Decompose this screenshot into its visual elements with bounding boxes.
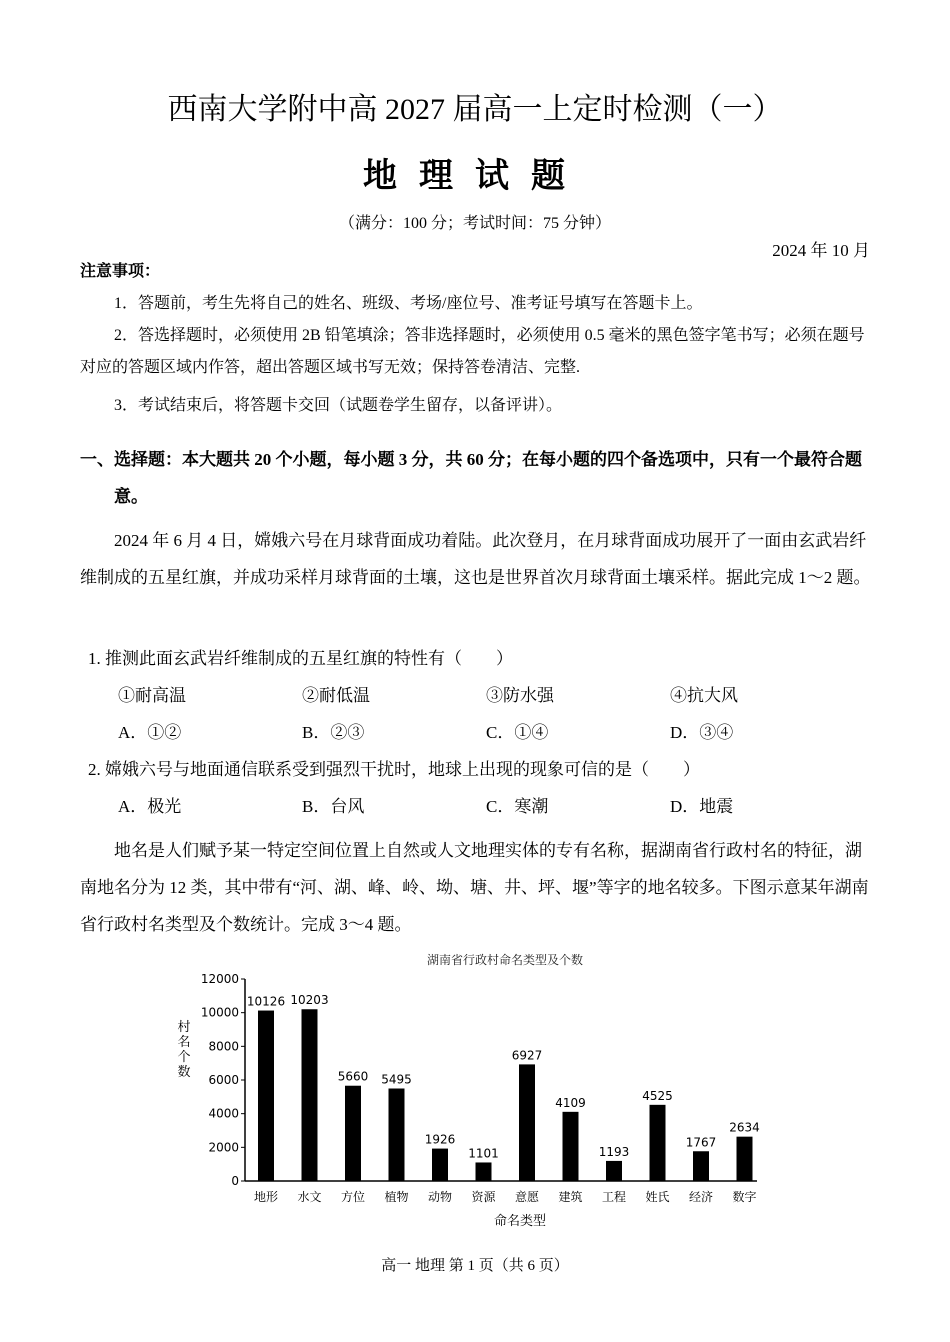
- y-tick-label: 4000: [208, 1106, 239, 1121]
- data-label: 4525: [642, 1088, 673, 1103]
- x-tick-label: 方位: [340, 1190, 366, 1204]
- bar-姓氏: [650, 1105, 666, 1181]
- data-label: 2634: [729, 1120, 760, 1135]
- x-tick-label: 经济: [688, 1190, 714, 1204]
- option-a: A．①②: [118, 723, 182, 742]
- y-tick-label: 2000: [208, 1140, 239, 1155]
- bar-资源: [476, 1162, 492, 1181]
- item: ④抗大风: [670, 686, 738, 705]
- bar-植物: [389, 1089, 405, 1181]
- x-tick-label: 地形: [253, 1190, 279, 1204]
- option-b: B．②③: [302, 723, 365, 742]
- data-label: 10126: [246, 994, 286, 1009]
- option-a: A．极光: [118, 797, 182, 816]
- data-label: 5495: [381, 1072, 412, 1087]
- option-b: B．台风: [302, 797, 365, 816]
- exam-subject: 地理试题: [363, 158, 587, 195]
- passage-1: 2024 年 6 月 4 日，嫦娥六号在月球背面成功着陆。此次登月，在月球背面成功展开了一面由玄武岩纤维制成的五星红旗，并成功采样月球背面的土壤，这也是世界首次月球背面土壤采样。据此完成 1～2 题。: [80, 531, 871, 587]
- chart-title: 湖南省行政村命名类型及个数: [426, 953, 584, 967]
- y-tick-label: 0: [231, 1174, 239, 1188]
- data-label: 1193: [598, 1144, 630, 1159]
- data-label: 10203: [290, 993, 329, 1008]
- bar-建筑: [563, 1112, 579, 1181]
- item: ③防水强: [486, 686, 554, 705]
- bar-动物: [432, 1149, 448, 1181]
- bar-工程: [606, 1161, 622, 1181]
- option-d: D．③④: [670, 723, 734, 742]
- data-label: 1767: [685, 1135, 717, 1150]
- x-tick-label: 意愿: [514, 1190, 540, 1204]
- notice-heading: 注意事项：: [80, 263, 161, 280]
- item: ①耐高温: [118, 686, 186, 705]
- notice-item: 2．答选择题时，必须使用 2B 铅笔填涂；答非选择题时，必须使用 0.5 毫米的黑色签字笔书写；必须在题号对应的答题区域内作答，超出答题区域书写无效；保持答卷清洁、完整.: [80, 327, 865, 376]
- data-label: 1101: [468, 1146, 499, 1161]
- data-label: 4109: [555, 1095, 586, 1110]
- x-tick-label: 植物: [384, 1190, 409, 1204]
- question-stem: 2. 嫦娥六号与地面通信联系受到强烈干扰时，地球上出现的现象可信的是（ ）: [88, 760, 700, 779]
- y-axis-label: 村名个数: [177, 1020, 191, 1080]
- option-c: C．①④: [486, 723, 549, 742]
- notice-item: 3．考试结束后，将答题卡交回（试题卷学生留存，以备评讲）。: [114, 397, 563, 414]
- x-tick-label: 建筑: [558, 1190, 583, 1204]
- exam-title: 西南大学附中高 2027 届高一上定时检测（一）: [167, 93, 783, 126]
- x-tick-label: 资源: [471, 1190, 496, 1204]
- x-axis-label: 命名类型: [493, 1214, 547, 1229]
- item: ②耐低温: [302, 686, 370, 705]
- option-d: D．地震: [670, 797, 734, 816]
- x-tick-label: 水文: [297, 1190, 322, 1204]
- x-tick-label: 姓氏: [645, 1190, 670, 1204]
- x-tick-label: 工程: [601, 1190, 627, 1204]
- section-heading: 一、选择题：本大题共 20 个小题，每小题 3 分，共 60 分；在每小题的四个备选项中，只有一个最符合题意。: [80, 450, 862, 506]
- y-tick-label: 12000: [200, 972, 239, 986]
- bar-方位: [345, 1086, 361, 1181]
- y-tick-label: 6000: [208, 1073, 239, 1087]
- passage-2: 地名是人们赋予某一特定空间位置上自然或人文地理实体的专有名称，据湖南省行政村名的特征，湖南地名分为 12 类，其中带有“河、湖、峰、岭、坳、塘、井、坪、堰”等字的地名较多。下图示意某年湖南省行政村名类型及个数统计。完成 3～4 题。: [80, 841, 869, 934]
- option-c: C．寒潮: [486, 797, 549, 816]
- data-label: 6927: [511, 1048, 543, 1063]
- bar-意愿: [519, 1064, 535, 1181]
- exam-meta: （满分：100 分；考试时间：75 分钟）: [338, 215, 611, 232]
- question-stem: 1. 推测此面玄武岩纤维制成的五星红旗的特性有（ ）: [88, 649, 513, 668]
- bar-经济: [693, 1151, 709, 1181]
- x-tick-label: 数字: [732, 1190, 757, 1204]
- bar-地形: [258, 1011, 274, 1181]
- y-tick-label: 10000: [200, 1005, 239, 1020]
- bar-数字: [737, 1137, 753, 1181]
- page-footer: 高一 地理 第 1 页（共 6 页）: [381, 1258, 569, 1274]
- x-tick-label: 动物: [427, 1190, 453, 1204]
- notice-item: 1．答题前，考生先将自己的姓名、班级、考场/座位号、准考证号填写在答题卡上。: [114, 295, 703, 312]
- data-label: 5660: [337, 1069, 369, 1084]
- y-tick-label: 8000: [208, 1039, 239, 1054]
- data-label: 1926: [424, 1132, 456, 1147]
- bar-水文: [302, 1009, 318, 1181]
- exam-date: 2024 年 10 月: [772, 241, 870, 260]
